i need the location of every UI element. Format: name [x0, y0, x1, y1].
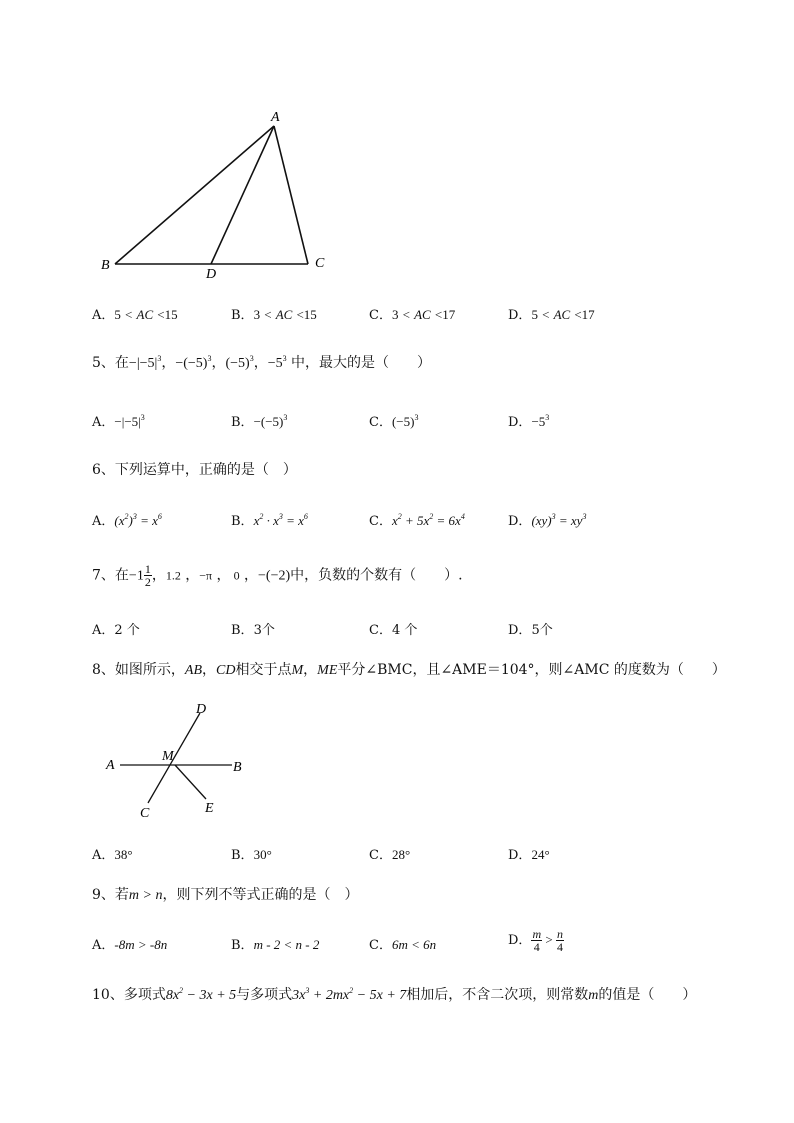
q5-option-d: D．$-5^3$: [508, 413, 550, 430]
q9-option-a: A．-8m > -8n: [92, 937, 168, 953]
q5-option-b: B．$-(-5)^3$: [231, 413, 288, 430]
q6-option-a: A．$(x^2)^3 = x^6$: [92, 512, 162, 529]
q4-option-b: B．3 < AC <15: [231, 307, 317, 323]
q4-option-d: D．5 < AC <17: [508, 307, 595, 323]
label-a: A: [271, 110, 280, 125]
q5-stem: 5、在$-|-5|^3$，$-(-5)^3$，$(-5)^3$，$-5^3$ 中，最大的是（ ）: [92, 354, 432, 371]
label-b: B: [101, 258, 110, 273]
q9-stem: 9、若m > n，则下列不等式正确的是（ ）: [92, 887, 359, 903]
label-d: D: [206, 267, 217, 282]
q7-option-a: A．2 个: [92, 623, 140, 638]
q6-option-c: C．$x^2 + 5x^2 = 6x^4$: [369, 512, 465, 529]
q8-stem: 8、如图所示，AB，CD相交于点M，ME平分∠BMC，且∠AME＝104°，则∠AMC 的度数为（ ）: [92, 662, 726, 678]
label-b: B: [233, 760, 242, 775]
q5-option-c: C．$(-5)^3$: [369, 413, 419, 430]
q9-option-d: D． $\frac{m}{4}$ > $\frac{n}{4}$: [508, 927, 563, 954]
label-d: D: [196, 702, 207, 717]
line-cd: [148, 713, 200, 803]
angle-figure: [100, 695, 260, 825]
q7-option-c: C．4 个: [369, 623, 418, 638]
label-c: C: [140, 806, 150, 821]
q4-option-c: C．3 < AC <17: [369, 307, 456, 323]
q6-option-b: B．$x^2 \cdot x^3 = x^6$: [231, 512, 308, 529]
q9-option-b: B．m - 2 < n - 2: [231, 937, 320, 953]
ray-me: [175, 765, 206, 799]
q7-stem: 7、在−1 $\frac{1}{2}$ ，1.2 ，−π ， 0 ，−(−2)中，负数的个数有（ ）.: [92, 562, 463, 589]
q8-option-d: D．24°: [508, 847, 550, 863]
q5-option-a: A．$-|-5|^3$: [92, 413, 145, 430]
label-e: E: [205, 801, 214, 816]
triangle-figure: [95, 105, 340, 285]
segment-ab: [115, 126, 274, 264]
q10-stem: 10、多项式$8x^2 - 3x + 5$与多项式$3x^3 + 2mx^2 - 5x + 7$相加后，不含二次项，则常数m的值是（ ）: [92, 986, 697, 1003]
q6-stem: 6、下列运算中，正确的是（ ）: [92, 462, 297, 478]
q8-option-c: C．28°: [369, 847, 411, 863]
label-a: A: [106, 758, 115, 773]
segment-ad: [211, 126, 274, 264]
q7-option-b: B．3个: [231, 623, 275, 638]
q8-option-b: B．30°: [231, 847, 272, 863]
q6-option-d: D．$(xy)^3 = xy^3$: [508, 512, 587, 529]
q4-option-a: A．5 < AC <15: [92, 307, 178, 323]
label-m: M: [162, 749, 174, 764]
q8-option-a: A．38°: [92, 847, 133, 863]
label-c: C: [315, 256, 325, 271]
q7-option-d: D．5个: [508, 623, 553, 638]
q9-option-c: C．6m < 6n: [369, 937, 437, 953]
segment-ac: [274, 126, 308, 264]
